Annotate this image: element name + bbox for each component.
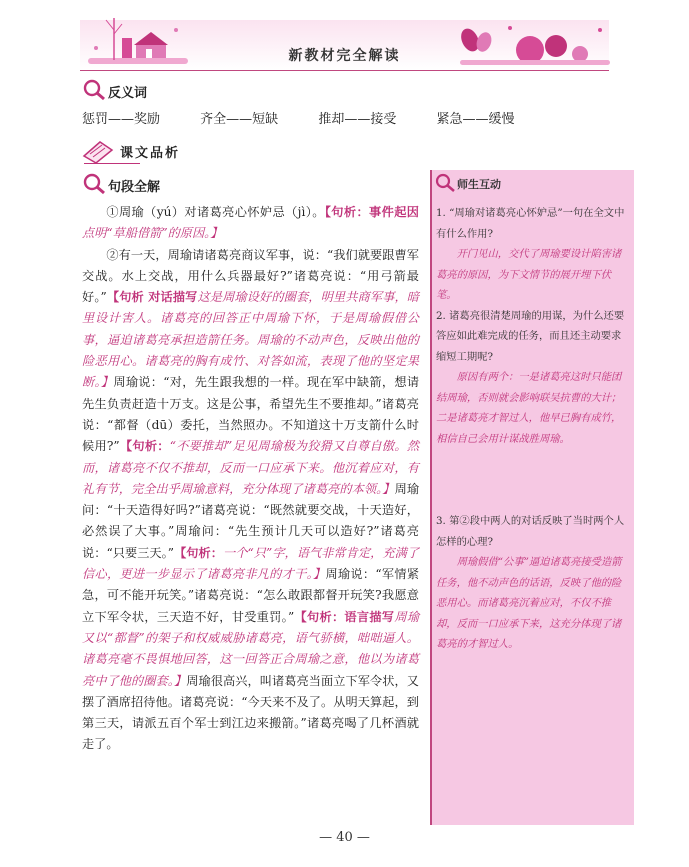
header-title: 新教材完全解读 (288, 48, 401, 64)
question-3: 3. 第②段中两人的对话反映了当时两个人怎样的心理? (436, 515, 625, 548)
magnifier-icon (82, 172, 106, 196)
antonym-pair: 齐全——短缺 (200, 112, 279, 127)
question-1: 1. “周瑜对诸葛亮心怀妒忌”一句在全文中有什么作用? (436, 207, 625, 240)
answer-3: 周瑜假借“公事”逼迫诸葛亮接受造箭任务，他不动声色的话语，反映了他的险恶用心。而诸葛亮沉着应对，不仅不推却，反而一口应承下来，这充分体现了诸葛亮的才智过人。 (436, 556, 622, 650)
header-decoration (0, 0, 689, 78)
book-pencil-icon (82, 136, 116, 164)
analysis-section-title: 课文品析 (120, 146, 181, 161)
antonym-list (82, 108, 514, 127)
main-text (82, 202, 419, 756)
paragraph-1: ①周瑜（yú）对诸葛亮心怀妒忌（jì）。【句析：事件起因点明“草船借箭”的原因。】 (82, 205, 419, 241)
header-divider (80, 70, 609, 71)
antonym-pair: 推却——接受 (318, 112, 397, 127)
answer-2: 原因有两个：一是诸葛亮这时只能团结周瑜，否则就会影响联吴抗曹的大计；二是诸葛亮才智过人，他早已胸有成竹，相信自己会用计谋战胜周瑜。 (436, 371, 622, 445)
antonym-pair: 紧急——缓慢 (436, 112, 515, 127)
answer-1: 开门见山，交代了周瑜要设计陷害诸葛亮的原因，为下文情节的展开埋下伏笔。 (436, 248, 622, 301)
sidebar-title: 师生互动 (457, 178, 501, 191)
page-number: — 40 — (319, 830, 370, 845)
paragraph-section-title: 句段全解 (108, 180, 161, 195)
magnifier-icon (434, 172, 456, 194)
paragraph-2: ②有一天，周瑜请诸葛亮商议军事，说：“我们就要跟曹军交战。水上交战，用什么兵器最好?”诸葛亮说：“用弓箭最好。”【句析 对话描写这是周瑜设好的圈套，明里共商军事，暗里设计害人。诸葛亮的回答正中周瑜下怀，于是周瑜假借公事，逼迫诸葛亮承担造箭任务。周瑜的不动声色，反映出他的险恶用心。诸葛亮的胸有成竹、对答如流，表现了他的坚定果断。】周瑜说：“对，先生跟我想的一样。现在军中缺箭，想请先生负责赶造十万支。这是公事，希望先生不要推却。”诸葛亮说：“都督（dū）委托，当然照办。不知道这十万支箭什么时候用?”【句析：“不要推却”足见周瑜极为狡猾又自尊自傲。然而，诸葛亮不仅不推却，反而一口应承下来。他沉着应对，有礼有节，完全出乎周瑜意料，充分体现了诸葛亮的本领。】周瑜问：“十天造得好吗?”诸葛亮说：“既然就要交战，十天造好，必然误了大事。”周瑜问：“先生预计几天可以造好?”诸葛亮说：“只要三天。”【句析：一个“只”字，语气非常肯定，充满了信心，更进一步显示了诸葛亮非凡的才干。】周瑜说：“军情紧急，可不能开玩笑。”诸葛亮说：“怎么敢跟都督开玩笑?我愿意立下军令状，三天造不好，甘受重罚。”【句析：语言描写周瑜又以“都督”的架子和权威威胁诸葛亮，语气骄横，咄咄逼人。诸葛亮毫不畏惧地回答，这一回答正合周瑜之意，他以为诸葛亮中了他的圈套。】周瑜很高兴，叫诸葛亮当面立下军令状，又摆了酒席招待他。诸葛亮说：“今天来不及了。从明天算起，到第三天，请派五百个军士到江边来搬箭。”诸葛亮喝了几杯酒就走了。 (82, 247, 420, 752)
antonym-pair: 惩罚——奖励 (82, 112, 161, 127)
antonym-section-title: 反义词 (108, 86, 148, 101)
question-2: 2. 诸葛亮很清楚周瑜的用谋，为什么还要答应如此难完成的任务，而且还主动要求缩短工期呢? (436, 309, 625, 363)
analysis-underline (84, 163, 140, 164)
magnifier-icon (82, 78, 106, 102)
page-header (0, 0, 689, 78)
sidebar-body (436, 203, 628, 655)
